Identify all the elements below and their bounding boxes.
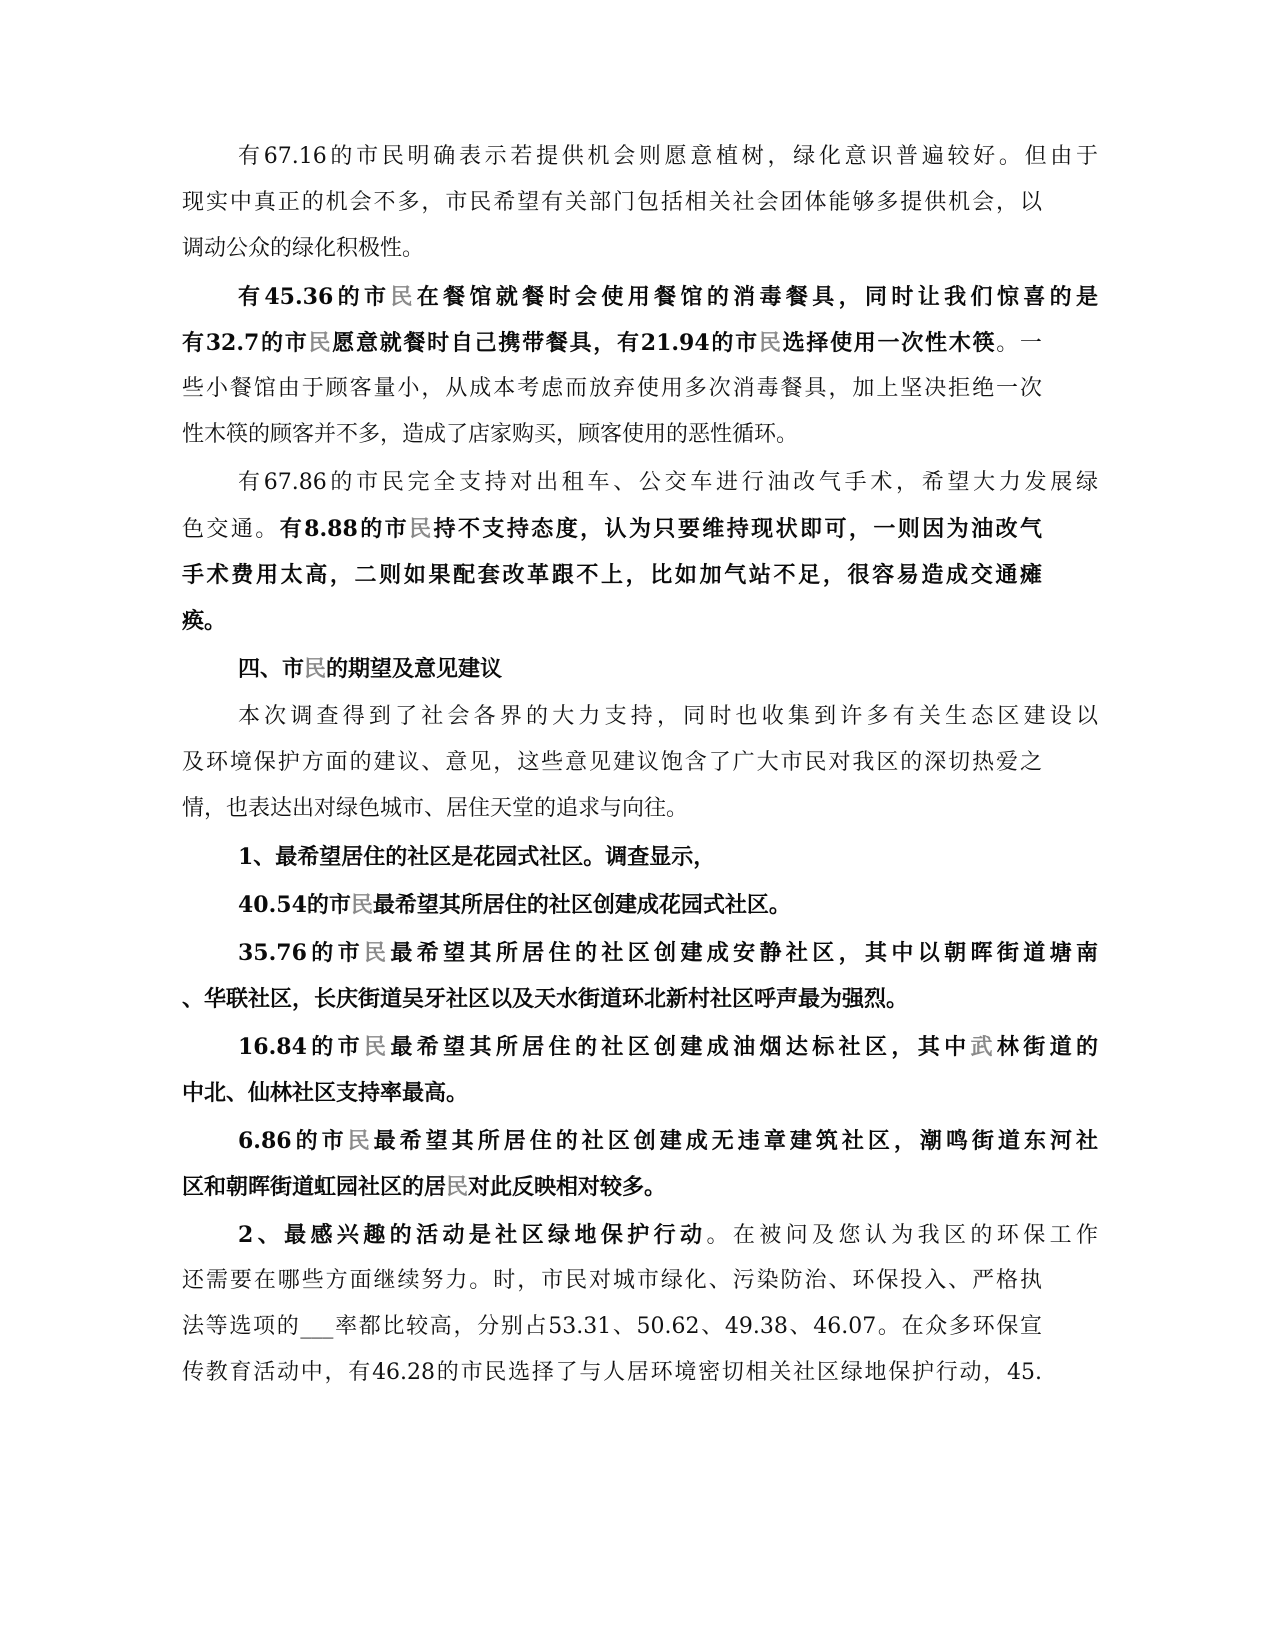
text-run: 情，也表达出对绿色城市、居住天堂的追求与向往。 [182,796,689,821]
text-run: 调动公众的绿化积极性。 [182,236,425,261]
text-run: 痪。 [182,608,227,634]
text-run: 最希望其所居住的社区创建成油烟达标社区，其中 [390,1034,971,1060]
text-line [182,180,1042,226]
text-run: 16.84的市 [238,1034,364,1060]
text-line [182,1070,1042,1116]
text-line [182,882,1098,928]
text-line [182,1212,1098,1258]
text-run: 武 [970,1034,997,1060]
text-line [182,1024,1098,1070]
text-run: 有67.86的市民完全支持对出租车、公交车进行油改气手术，希望大力发展绿 [238,470,1098,495]
text-run: 林街道的 [996,1034,1098,1060]
text-run: 最希望其所居住的社区创建成安静社区，其中以朝晖街道塘南 [390,940,1098,966]
text-run: 愿意就餐时自己携带餐具，有21.94的市 [332,330,759,356]
text-line [182,598,1042,644]
text-line [182,1304,1042,1350]
text-run: 法等选项的___率都比较高，分别占53.31、50.62、49.38、46.07。在众多环保宣 [182,1314,1042,1339]
text-run: 1、最希望居住的社区是花园式社区。调查显示， [238,844,716,870]
text-run: 的期望及意见建议 [326,656,503,682]
text-run: 些小餐馆由于顾客量小，从成本考虑而放弃使用多次消毒餐具，加上坚决拒绝一次 [182,376,1042,401]
text-line [182,1258,1042,1304]
text-run: 民 [364,1034,391,1060]
text-run: 最希望其所居住的社区创建成无违章建筑社区，潮鸣街道东河社 [373,1128,1098,1154]
text-run: 民 [446,1174,469,1200]
text-run: 性木筷的顾客并不多，造成了店家购买，顾客使用的恶性循环。 [182,422,799,447]
text-run: 。一 [996,331,1042,356]
text-line [182,1164,1042,1210]
text-run: 选择使用一次性木筷 [782,330,997,356]
text-run: 民 [347,1128,374,1154]
text-run: 有8.88的市 [279,516,410,542]
text-run: 及环境保护方面的建议、意见，这些意见建议饱含了广大市民对我区的深切热爱之 [182,750,1042,775]
text-run: 在餐馆就餐时会使用餐馆的消毒餐具，同时让我们惊喜的是 [416,284,1098,310]
text-line [182,366,1042,412]
text-run: 持不支持态度，认为只要维持现状即可，一则因为油改气 [433,516,1042,542]
text-line [182,320,1042,366]
text-run: 民 [758,330,783,356]
text-run: 现实中真正的机会不多，市民希望有关部门包括相关社会团体能够多提供机会，以 [182,190,1042,215]
text-run: 最希望其所居住的社区创建成花园式社区。 [372,892,791,918]
text-line [182,412,1042,458]
text-run: 本次调查得到了社会各界的大力支持，同时也收集到许多有关生态区建设以 [238,704,1098,729]
text-line [182,786,1042,832]
text-run: 有32.7的市 [182,330,309,356]
text-run: 传教育活动中，有46.28的市民选择了与人居环境密切相关社区绿地保护行动，45. [182,1360,1042,1385]
text-run: 有45.36的市 [238,284,391,310]
text-line [182,740,1042,786]
text-run: 四、市 [238,656,305,682]
text-line [182,930,1098,976]
text-run: 有67.16的市民明确表示若提供机会则愿意植树，绿化意识普遍较好。但由于 [238,144,1098,169]
text-run: 6.86的市 [238,1128,348,1154]
text-run: 对此反映相对较多。 [468,1174,667,1200]
text-run: 民 [350,892,373,918]
text-run: 民 [390,284,417,310]
text-line [182,226,1042,272]
text-line [182,134,1098,180]
text-line [182,460,1098,506]
text-line [182,552,1042,598]
text-run: 。在被问及您认为我区的环保工作 [706,1223,1098,1248]
text-line [182,976,1042,1022]
text-run: 中北、仙林社区支持率最高。 [182,1080,469,1106]
list-heading [182,834,1098,880]
text-run: 2、最感兴趣的活动是社区绿地保护行动 [238,1222,707,1248]
text-line [182,1350,1042,1396]
text-run: 民 [409,516,434,542]
text-run: 民 [308,330,333,356]
text-run: 区和朝晖街道虹园社区的居 [182,1174,447,1200]
text-run: 还需要在哪些方面继续努力。时，市民对城市绿化、污染防治、环保投入、严格执 [182,1268,1042,1293]
text-run: 40.54的市 [238,892,351,918]
text-run: 手术费用太高，二则如果配套改革跟不上，比如加气站不足，很容易造成交通瘫 [182,562,1042,588]
text-line [182,694,1098,740]
section-heading [182,646,1098,692]
text-line [182,274,1098,320]
text-run: 色交通。 [182,517,280,542]
text-run: 民 [364,940,391,966]
text-run: 、华联社区，长庆街道吴牙社区以及天水街道环北新村社区呼声最为强烈。 [182,986,909,1012]
text-line [182,506,1042,552]
text-run: 35.76的市 [238,940,364,966]
text-run: 民 [304,656,327,682]
text-line [182,1118,1098,1164]
